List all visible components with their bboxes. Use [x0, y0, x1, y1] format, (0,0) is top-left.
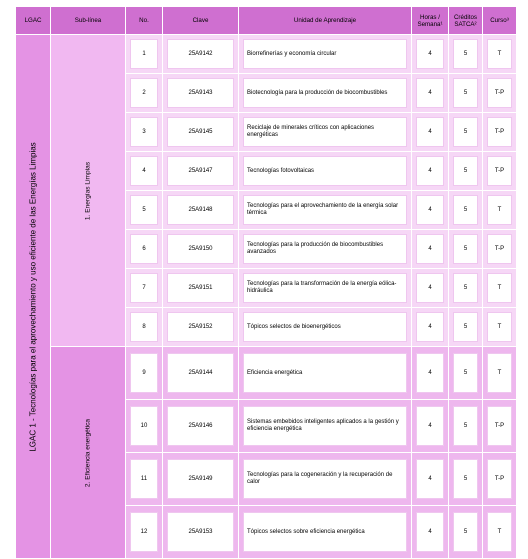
course-hours: 4: [416, 459, 444, 499]
course-credits: 5: [453, 353, 478, 393]
course-credits: 5: [453, 78, 478, 108]
course-hours: 4: [416, 78, 444, 108]
course-number-cell: [126, 308, 163, 347]
course-name-cell: [239, 191, 412, 230]
course-hours-cell: [412, 308, 449, 347]
header-unidad: Unidad de Aprendizaje: [239, 7, 412, 35]
course-number: 12: [130, 512, 158, 552]
course-name: Tópicos selectos de bioenergéticos: [243, 312, 407, 342]
course-key: 25A9147: [167, 156, 234, 186]
sublinea-label: 1. Energías Limpias: [84, 161, 92, 220]
course-number-cell: [126, 35, 163, 74]
course-key-cell: [163, 308, 239, 347]
course-name: Tecnologías fotovoltaicas: [243, 156, 407, 186]
course-name-cell: [239, 113, 412, 152]
sublinea-cell: [51, 35, 126, 347]
course-hours-cell: [412, 347, 449, 400]
course-credits: 5: [453, 312, 478, 342]
course-type-cell: [483, 74, 517, 113]
course-name-cell: [239, 35, 412, 74]
course-number: 3: [130, 117, 158, 147]
course-key: 25A9148: [167, 195, 234, 225]
course-name-cell: [239, 308, 412, 347]
course-hours-cell: [412, 506, 449, 559]
course-type-cell: [483, 230, 517, 269]
course-key: 25A9149: [167, 459, 234, 499]
course-number: 8: [130, 312, 158, 342]
course-credits-cell: [449, 269, 483, 308]
course-credits-cell: [449, 347, 483, 400]
course-name-cell: [239, 230, 412, 269]
course-credits: 5: [453, 406, 478, 446]
course-key: 25A9146: [167, 406, 234, 446]
course-key-cell: [163, 35, 239, 74]
course-name-cell: [239, 152, 412, 191]
course-number-cell: [126, 191, 163, 230]
table-row: [16, 35, 517, 74]
course-key: 25A9145: [167, 117, 234, 147]
lgac-label: LGAC 1 - Tecnologías para el aprovechamiento y uso eficiente de las Energías Limpias: [28, 141, 38, 452]
course-number: 7: [130, 273, 158, 303]
course-name-cell: [239, 453, 412, 506]
course-name: Sistemas embebidos inteligentes aplicados a la gestión y eficiencia energética: [243, 406, 407, 446]
course-name: Tecnologías para la transformación de la energía eólica-hidráulica: [243, 273, 407, 303]
course-type-cell: [483, 191, 517, 230]
course-hours-cell: [412, 269, 449, 308]
course-number: 1: [130, 39, 158, 69]
header-creditos: Créditos SATCA²: [449, 7, 483, 35]
header-curso: Curso³: [483, 7, 517, 35]
course-hours-cell: [412, 113, 449, 152]
sublinea-label: 2. Eficiencia energética: [84, 418, 92, 487]
course-name: Biotecnología para la producción de biocombustibles: [243, 78, 407, 108]
course-hours-cell: [412, 191, 449, 230]
header-clave: Clave: [163, 7, 239, 35]
course-type: T-P: [487, 459, 512, 499]
course-number: 11: [130, 459, 158, 499]
course-hours-cell: [412, 74, 449, 113]
course-credits-cell: [449, 191, 483, 230]
course-number-cell: [126, 74, 163, 113]
course-type-cell: [483, 113, 517, 152]
course-hours-cell: [412, 230, 449, 269]
lgac-wrap: [16, 35, 50, 558]
course-key-cell: [163, 113, 239, 152]
course-name-cell: [239, 269, 412, 308]
course-credits: 5: [453, 512, 478, 552]
course-number: 9: [130, 353, 158, 393]
course-key-cell: [163, 453, 239, 506]
course-type-cell: [483, 453, 517, 506]
course-hours: 4: [416, 234, 444, 264]
courses-table: [15, 6, 517, 559]
sublinea-wrap: [51, 35, 125, 346]
course-credits-cell: [449, 152, 483, 191]
course-type: T: [487, 353, 512, 393]
course-credits-cell: [449, 230, 483, 269]
course-name-cell: [239, 347, 412, 400]
table-body: [16, 35, 517, 559]
course-type-cell: [483, 152, 517, 191]
course-type-cell: [483, 269, 517, 308]
course-credits: 5: [453, 459, 478, 499]
course-key-cell: [163, 74, 239, 113]
course-hours: 4: [416, 312, 444, 342]
course-credits-cell: [449, 35, 483, 74]
course-name: Reciclaje de minerales críticos con aplicaciones energéticas: [243, 117, 407, 147]
header-no: No.: [126, 7, 163, 35]
course-number-cell: [126, 506, 163, 559]
course-type: T-P: [487, 406, 512, 446]
course-name: Eficiencia energética: [243, 353, 407, 393]
course-hours-cell: [412, 152, 449, 191]
course-type: T-P: [487, 78, 512, 108]
course-key-cell: [163, 269, 239, 308]
course-type: T-P: [487, 156, 512, 186]
course-name-cell: [239, 506, 412, 559]
course-hours-cell: [412, 453, 449, 506]
course-key: 25A9152: [167, 312, 234, 342]
course-number: 10: [130, 406, 158, 446]
course-number-cell: [126, 230, 163, 269]
course-credits: 5: [453, 117, 478, 147]
course-number: 6: [130, 234, 158, 264]
course-number-cell: [126, 269, 163, 308]
course-hours: 4: [416, 512, 444, 552]
course-hours: 4: [416, 273, 444, 303]
course-type-cell: [483, 35, 517, 74]
course-hours: 4: [416, 39, 444, 69]
course-credits: 5: [453, 273, 478, 303]
course-hours: 4: [416, 406, 444, 446]
course-type: T: [487, 512, 512, 552]
course-number-cell: [126, 113, 163, 152]
course-type-cell: [483, 506, 517, 559]
course-number-cell: [126, 152, 163, 191]
course-type-cell: [483, 347, 517, 400]
sublinea-cell: [51, 347, 126, 559]
course-number-cell: [126, 347, 163, 400]
course-hours: 4: [416, 117, 444, 147]
course-key: 25A9151: [167, 273, 234, 303]
course-key: 25A9144: [167, 353, 234, 393]
course-type-cell: [483, 308, 517, 347]
course-type: T-P: [487, 234, 512, 264]
course-name: Tecnologías para el aprovechamiento de la energía solar térmica: [243, 195, 407, 225]
course-key: 25A9143: [167, 78, 234, 108]
course-type: T-P: [487, 117, 512, 147]
course-name: Biorrefinerías y economía circular: [243, 39, 407, 69]
course-number: 5: [130, 195, 158, 225]
course-credits-cell: [449, 453, 483, 506]
course-key-cell: [163, 506, 239, 559]
course-hours: 4: [416, 353, 444, 393]
course-credits-cell: [449, 506, 483, 559]
course-hours: 4: [416, 195, 444, 225]
course-number: 2: [130, 78, 158, 108]
course-name: Tecnologías para la cogeneración y la recuperación de calor: [243, 459, 407, 499]
course-number-cell: [126, 453, 163, 506]
course-type: T: [487, 39, 512, 69]
course-key: 25A9150: [167, 234, 234, 264]
course-key-cell: [163, 152, 239, 191]
course-key-cell: [163, 230, 239, 269]
course-type: T: [487, 195, 512, 225]
header-horas: Horas / Semana¹: [412, 7, 449, 35]
course-key: 25A9142: [167, 39, 234, 69]
course-credits: 5: [453, 39, 478, 69]
course-type: T: [487, 273, 512, 303]
course-hours-cell: [412, 35, 449, 74]
course-credits-cell: [449, 113, 483, 152]
table-row: [16, 347, 517, 400]
sublinea-wrap: [51, 347, 125, 558]
course-credits: 5: [453, 156, 478, 186]
header-sublinea: Sub-línea: [51, 7, 126, 35]
course-type: T: [487, 312, 512, 342]
course-name-cell: [239, 74, 412, 113]
course-name: Tópicos selectos sobre eficiencia energética: [243, 512, 407, 552]
course-name: Tecnologías para la producción de biocombustibles avanzados: [243, 234, 407, 264]
course-key-cell: [163, 191, 239, 230]
course-number: 4: [130, 156, 158, 186]
course-key-cell: [163, 347, 239, 400]
course-credits-cell: [449, 74, 483, 113]
course-hours: 4: [416, 156, 444, 186]
course-credits-cell: [449, 308, 483, 347]
course-credits: 5: [453, 234, 478, 264]
lgac-cell: [16, 35, 51, 559]
header-lgac: LGAC: [16, 7, 51, 35]
course-credits: 5: [453, 195, 478, 225]
course-key: 25A9153: [167, 512, 234, 552]
